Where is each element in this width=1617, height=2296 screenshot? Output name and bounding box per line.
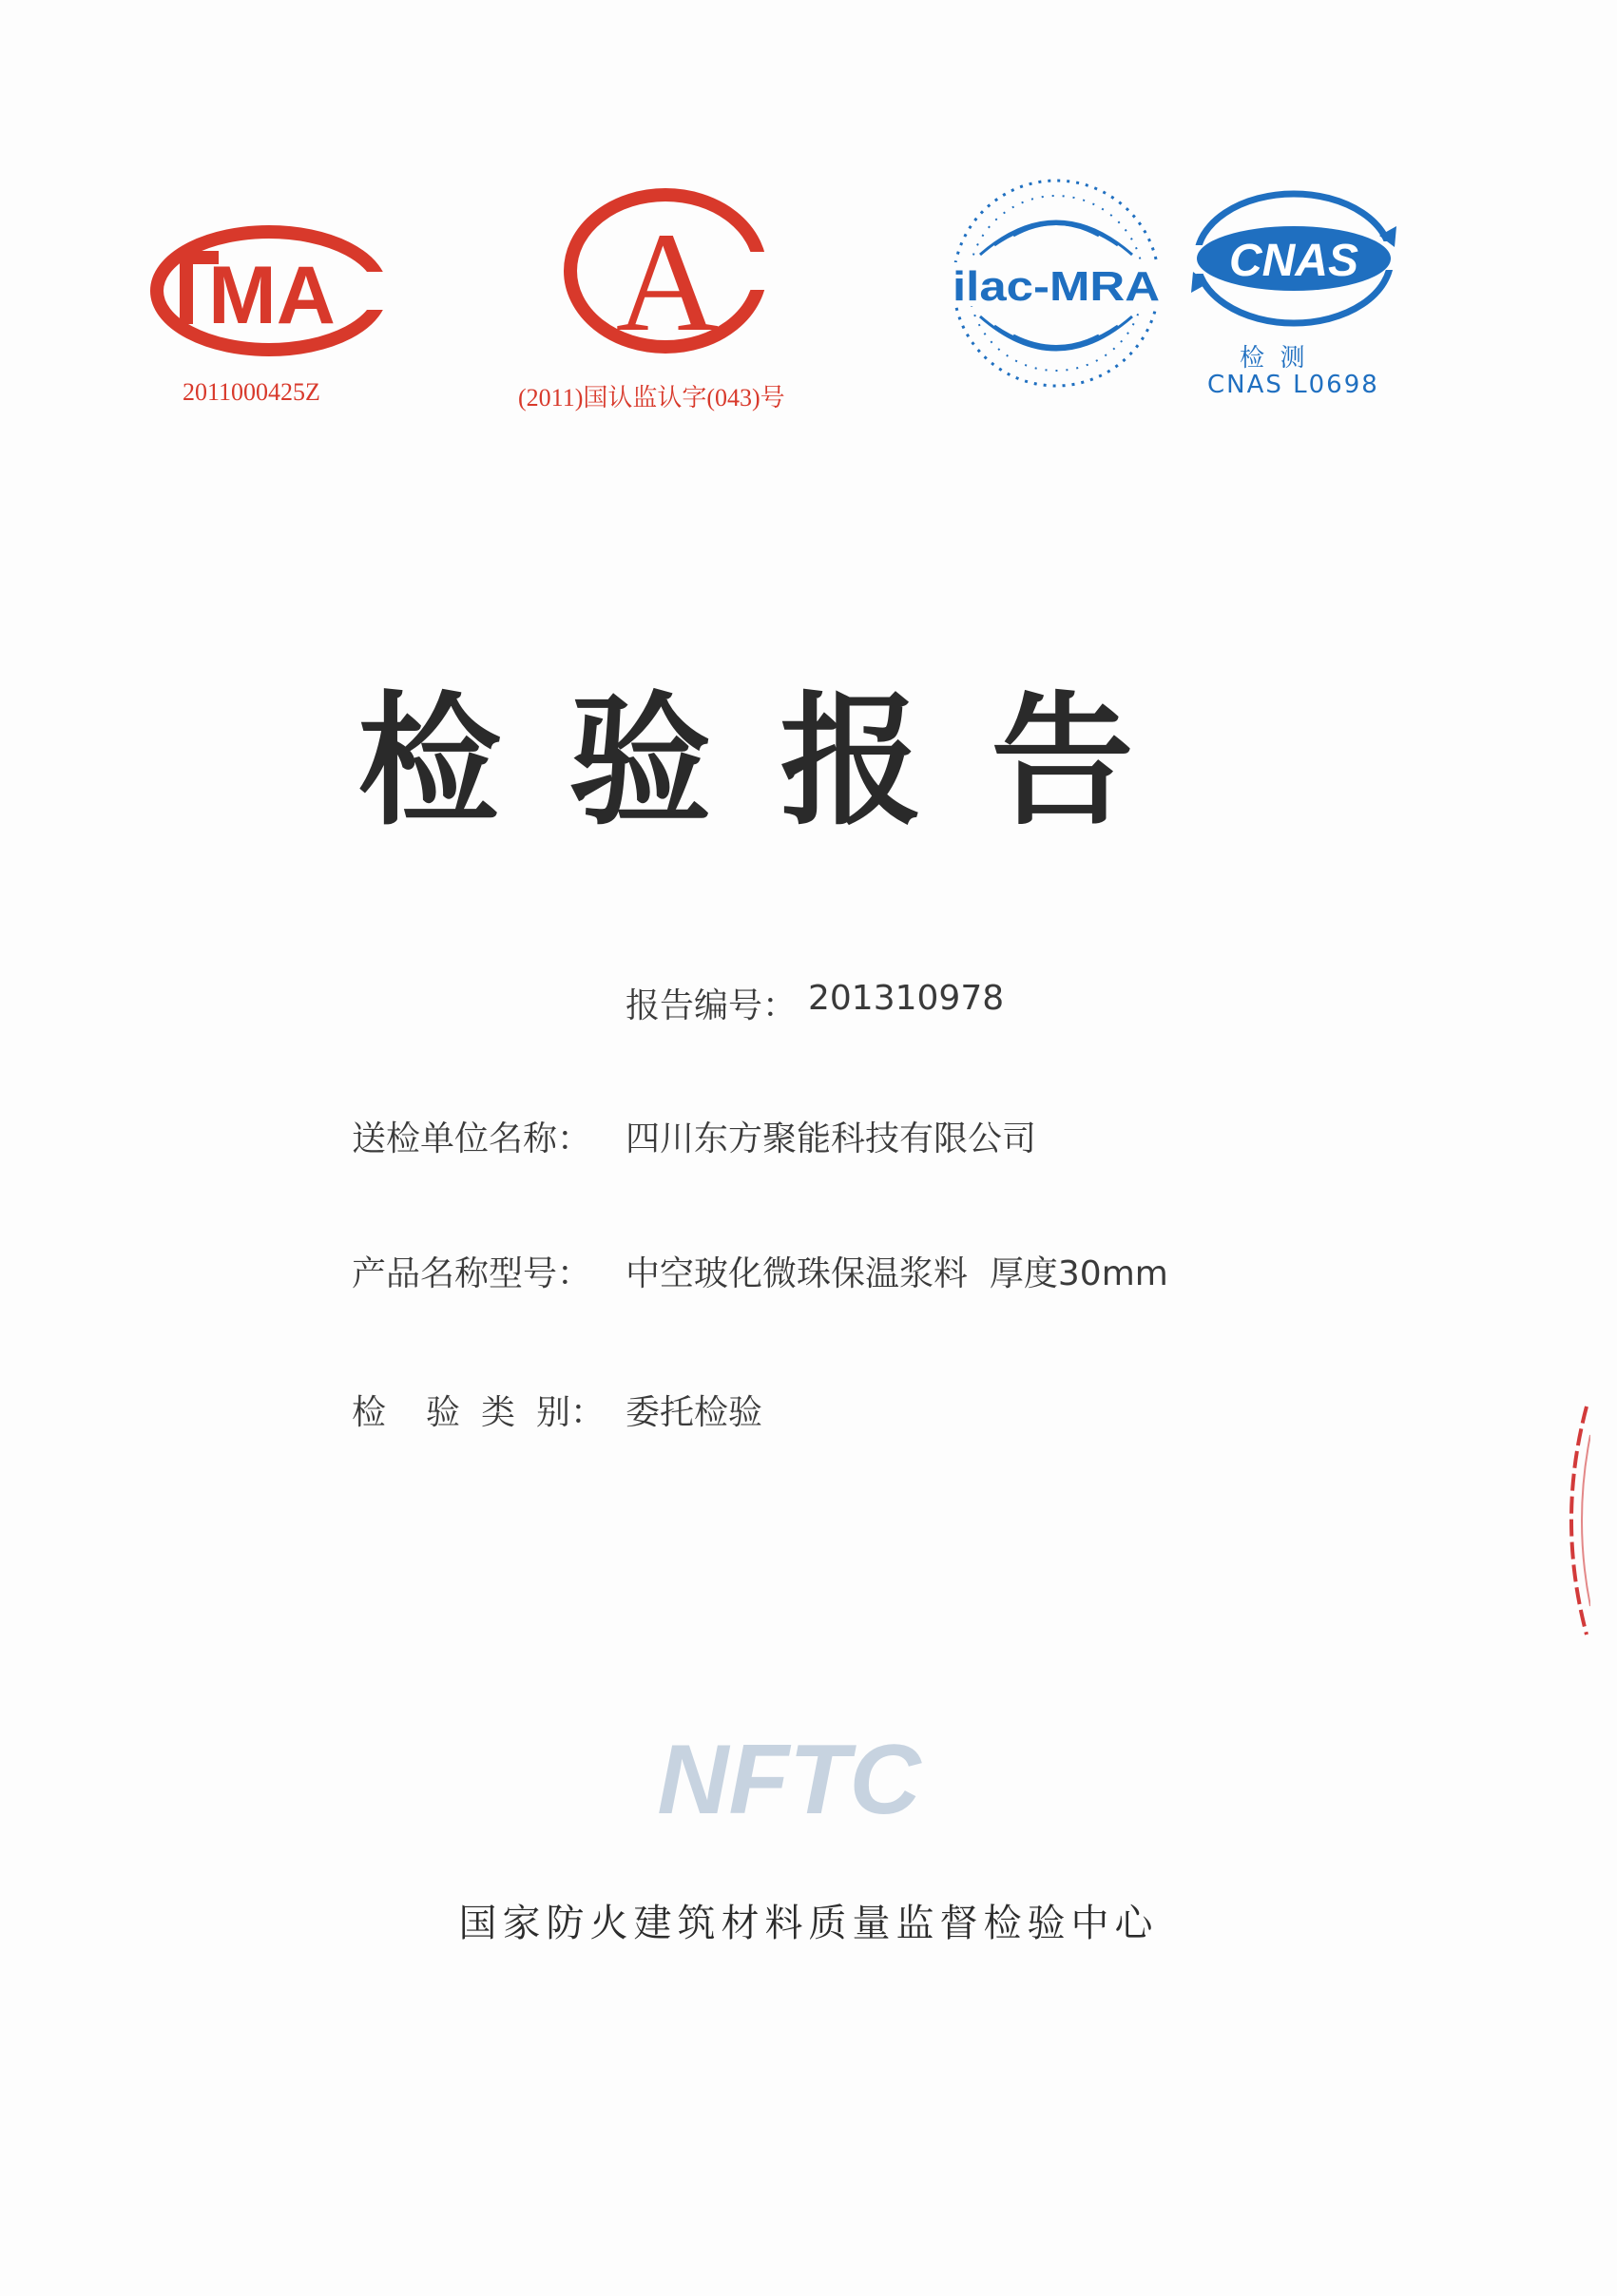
cal-logo	[561, 185, 770, 356]
report-number-value: 201310978	[808, 979, 1005, 1018]
ilac-globe-icon	[947, 169, 1165, 397]
cal-logo-icon	[561, 185, 770, 356]
test-type-label	[352, 1386, 605, 1434]
test-type-label-char-2: 验	[426, 1393, 461, 1432]
cma-logo-icon	[150, 224, 388, 357]
nftc-logo-icon	[627, 1728, 951, 1832]
svg-text:ilac-MRA: ilac-MRA	[953, 263, 1160, 310]
cnas-sub: 检 测	[1240, 344, 1305, 373]
report-number-label: 报告编号：	[626, 986, 798, 1025]
test-type-label-char-3: 类	[481, 1393, 516, 1432]
cnas-logo-icon	[1184, 181, 1403, 333]
seal-edge-mark	[1552, 1397, 1590, 1648]
svg-text:NFTC: NFTC	[657, 1728, 921, 1832]
svg-text:MA: MA	[208, 250, 336, 341]
product-label: 产品名称型号：	[352, 1254, 592, 1293]
svg-text:A: A	[615, 203, 720, 356]
client-value: 四川东方聚能科技有限公司	[626, 1119, 1037, 1158]
svg-text:CNAS: CNAS	[1228, 236, 1359, 286]
test-type-label-char-4: 别：	[536, 1393, 606, 1432]
red-seal-icon	[1552, 1397, 1590, 1644]
report-title: 检验报告	[357, 679, 1203, 845]
test-type-value: 委托检验	[626, 1393, 763, 1432]
ilac-mra-logo	[947, 169, 1165, 397]
client-label: 送检单位名称：	[352, 1119, 592, 1158]
product-value: 中空玻化微珠保温浆料 厚度30mm	[626, 1254, 1168, 1293]
cnas-code: CNAS L0698	[1207, 371, 1379, 399]
issuer-name: 国家防火建筑材料质量监督检验中心	[458, 1902, 1159, 1945]
cma-logo	[150, 224, 388, 357]
cal-code: (2011)国认监认字(043)号	[518, 384, 785, 411]
cma-code: 2011000425Z	[183, 378, 320, 406]
cnas-logo	[1184, 181, 1403, 333]
nftc-logo	[627, 1728, 951, 1832]
test-type-label-char-1: 检	[352, 1393, 387, 1432]
